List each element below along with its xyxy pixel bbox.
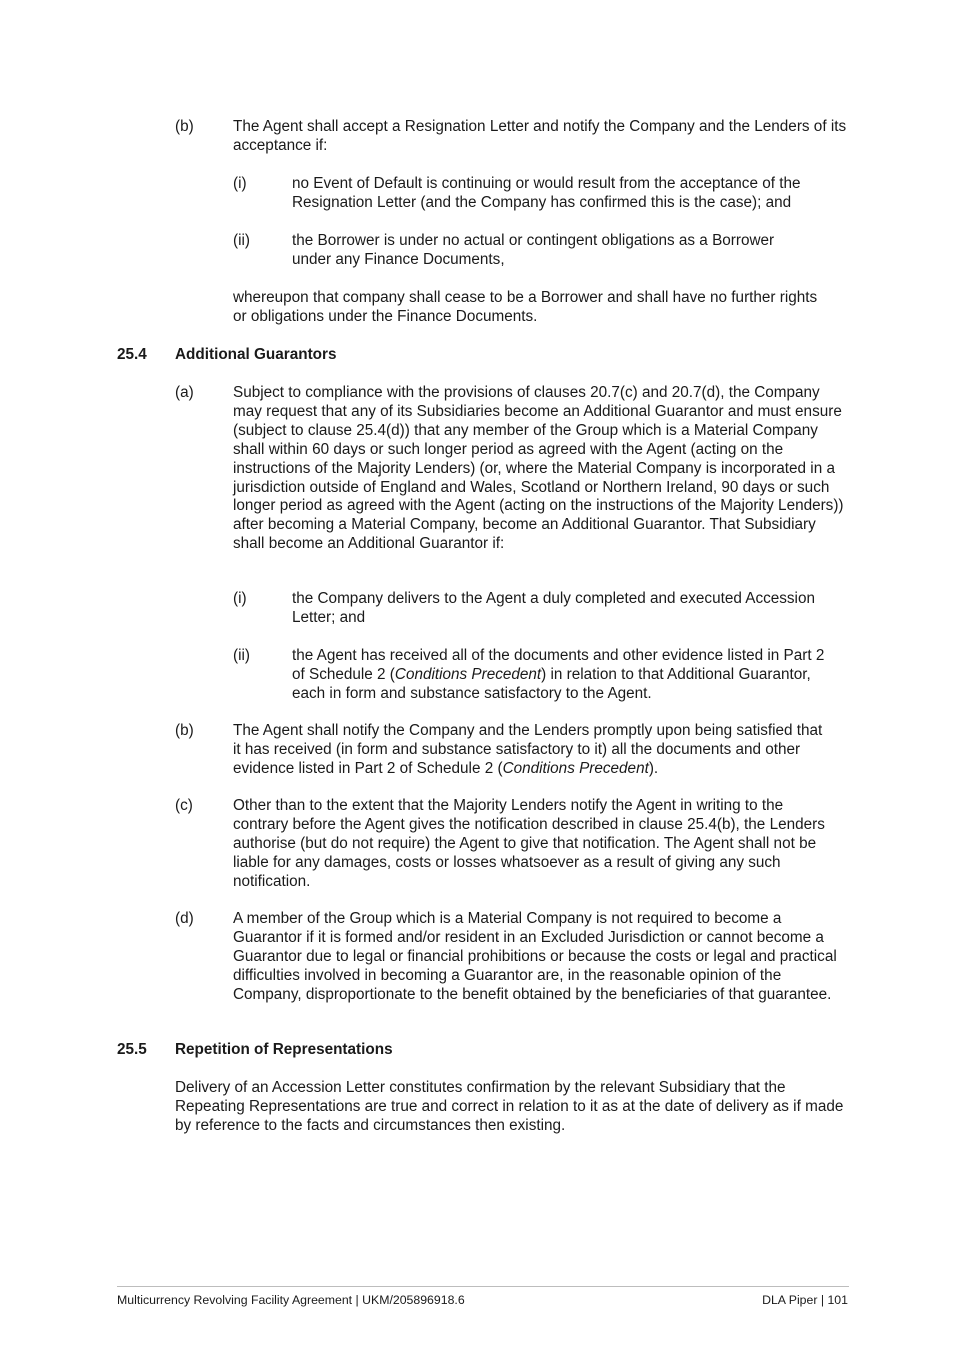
section-text: Delivery of an Accession Letter constitutes confirmation by the relevant Subsidiary that the Repeating Representations are true and correct in relation to it as at the date of delivery as if made by reference to the facts and circumstances then existing.	[175, 1079, 844, 1134]
clause-text: The Agent shall accept a Resignation Letter and notify the Company and the Lenders of its acceptance if:	[233, 118, 847, 154]
subclause-text: the Agent has received all of the documents and other evidence listed in Part 2 of Schedule 2 (Conditions Precedent) in relation to that Additional Guarantor, each in form and substance satisfactory to the Agent.	[292, 647, 825, 702]
section-title: Additional Guarantors	[175, 346, 337, 363]
clause-label: (c)	[175, 797, 193, 814]
clause-text: Other than to the extent that the Majority Lenders notify the Agent in writing to the contrary before the Agent gives the notification described in clause 25.4(b), the Lenders authorise (but do not require) the Agent to give that notification. The Agent shall not be liable for any damages, costs or losses whatsoever as a result of giving any such notification.	[233, 797, 825, 890]
footer-page-number: DLA Piper | 101	[762, 1293, 848, 1307]
subclause-label: (ii)	[233, 647, 250, 664]
clause-label: (a)	[175, 384, 194, 401]
clause-label: (b)	[175, 722, 194, 739]
subclause-label: (i)	[233, 175, 247, 192]
section-number: 25.5	[117, 1041, 147, 1058]
footer-divider	[117, 1286, 849, 1287]
footer-document-ref: Multicurrency Revolving Facility Agreement | UKM/205896918.6	[117, 1293, 465, 1307]
subclause-text: the Borrower is under no actual or contingent obligations as a Borrower under any Finance Documents,	[292, 232, 775, 268]
section-title: Repetition of Representations	[175, 1041, 393, 1058]
section-number: 25.4	[117, 346, 147, 363]
clause-text: The Agent shall notify the Company and the Lenders promptly upon being satisfied that it has received (in form and substance satisfactory to it) all the documents and other evidence listed in Part 2 of Schedule 2 (Conditions Precedent).	[233, 722, 823, 777]
subclause-label: (i)	[233, 590, 247, 607]
subclause-label: (ii)	[233, 232, 250, 249]
subclause-text: no Event of Default is continuing or would result from the acceptance of the Resignation Letter (and the Company has confirmed this is the case); and	[292, 175, 801, 211]
clause-text: Subject to compliance with the provisions of clauses 20.7(c) and 20.7(d), the Company may request that any of its Subsidiaries become an Additional Guarantor and must ensure (subject to clause 25.4(d)) that any member of the Group which is a Material Company shall within 60 days or such longer period as agreed with the Agent (acting on the instructions of the Majority Lenders) (or, where the Material Company is incorporated in a jurisdiction outside of England and Wales, Scotland or Northern Ireland, 90 days or such longer period as agreed with the Agent (acting on the instructions of the Majority Lenders)) after becoming a Material Company, become an Additional Guarantor. That Subsidiary shall become an Additional Guarantor if:	[233, 384, 844, 553]
clause-label: (d)	[175, 910, 194, 927]
clause-text: A member of the Group which is a Material Company is not required to become a Guarantor if it is formed and/or resident in an Excluded Jurisdiction or cannot become a Guarantor due to legal or financial prohibitions or because the costs or legal and practical difficulties involved in becoming a Guarantor are, in the reasonable opinion of the Company, disproportionate to the benefit obtained by the beneficiaries of that guarantee.	[233, 910, 837, 1003]
subclause-text: the Company delivers to the Agent a duly completed and executed Accession Letter; and	[292, 590, 815, 626]
clause-label: (b)	[175, 118, 194, 135]
trailing-text: whereupon that company shall cease to be a Borrower and shall have no further rights or obligations under the Finance Documents.	[233, 289, 818, 325]
